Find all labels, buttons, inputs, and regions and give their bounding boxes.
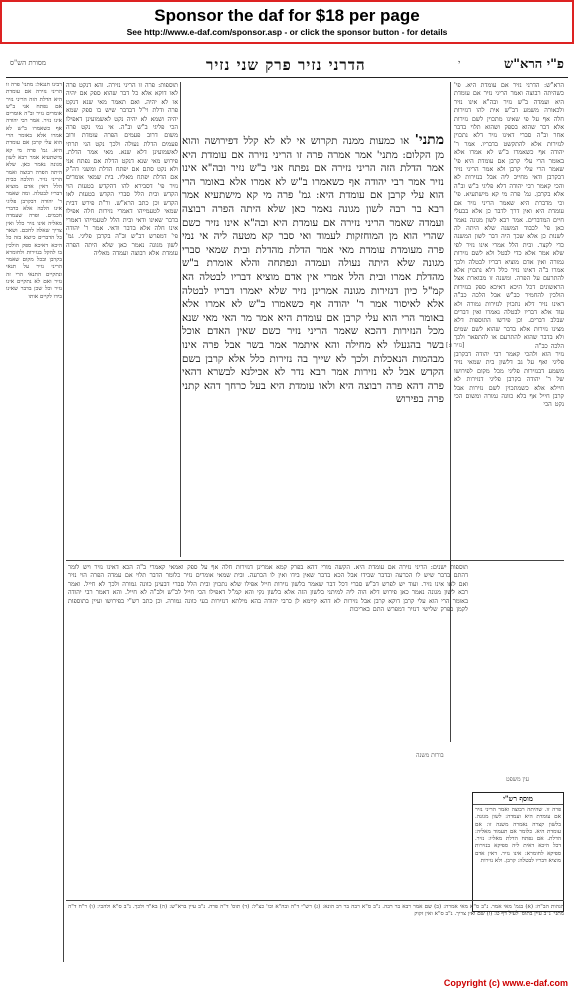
- footnotes-text: הגהות הב"ח: (א) בגמ' מאי אמר. נ"ב ס"א מאי אמרה: (ב) שם אמר רבא בר רבה. נ"ב ס"א רבה בר רב הונא: (ג) רש"י ד"ה ובה"א וכו' כצ"ל: (ד) תוס' ד"ה פרה. נ"ב עיין ברא"ש: (ה) בא"ד ולכך. נ"ב ס"א ולהכי: (ו) ר"ח ד"ה מתני' נ"ב עיין בתוס' לעיל דף ט: (ז) שם ואין צריך. נ"ב ס"א ואין זקוק: [68, 904, 564, 918]
- main-text-column: [182, 134, 444, 534]
- header-commentary-title: פ"י הרא"ש: [504, 57, 564, 72]
- banner-subtitle: See http://www.e-daf.com/sponsor.asp - or click the sponsor button - for details: [126, 27, 448, 37]
- margin-note-ein-mishpat: עין משפט: [506, 776, 529, 783]
- banner-title: Sponsor the daf for $18 per page: [154, 6, 420, 25]
- side-box-title: מוסף רש"י: [473, 793, 563, 805]
- talmud-page: [6, 52, 568, 974]
- main-text-body: או כמעות ממנה תקרוש אי לא לא קלל דפירושה והוא מן הקלום: מתני' אמר אמרה פרה זו הריני נזירה אם עומדת היא אמר הדלת הזה הריני נזירה אם נפתח אני ב"ש נזיר ובה"א אינו נזיר אמר רבי יהודה אף כשאמרו ב"ש לא אמרו אלא באומר הרי הוא עלי קרבן אם עומדת היא: גמ' פרה מי קא מישתעיא אמר רבא בר רבה לשון מגונה נאמר כאן שלא היתה הפרה רבוצה ועמדה שאמר הריני נזירה אם עומדת היא ובה"א אינו נזיר כשם שהרי הוא מן המוחזקות לעמוד ואי סבר קא מטעה ליה אי נמי פרה מעומדת עומדת מאי אמר הדלת מהדלת ובית שמאי סברי מגונה שלא היתה נעולה ועמדה ונפתחה והלא אומרת ב"ש מהדלת אמרו ובית הלל אמרי אין אדם מוציא דבריו לבטלה הא קמ"ל כיון דנזירות מגונה אמרינן נזיר שלא יאמרו דבריו לבטלה אלא לאיסור אמר ר' יהודה אף כשאמרו ב"ש לא אמרו אלא באומר הרי הוא עלי קרבן אם עומדת היא אמר מר האי מאי שנא מכל הנזירות דהכא שאמר הריני נזיר כשם שאין האדם אוכל בשר בהגעלו לא מחילה והא איתמר אמר בשר אבל פרה אינו מבהמות הנאכלות ולכך לא שייך בה נזירות כלל אלא קרבן בשם הקדש אבל לא נזירות אמר רבא נדר לא אכילנא לבשרא דהאי פרה דהא פרה רבוצה היא ולאו עומדת היא בעל כרחך דהא קתני פרה בפירוש: [182, 136, 444, 406]
- copyright-link[interactable]: Copyright (c) www.e-daf.com: [443, 978, 568, 988]
- footnote-divider: [66, 900, 564, 901]
- side-commentary-box: [472, 792, 564, 912]
- page-header: [6, 52, 568, 78]
- commentary-far-left-text: רבינו חננאל: מתני' פרה זו הריני נזירה אם עומדת היא הדלת הזה הריני נזיר אם נפתח אני ב"ש אומרים נזיר וב"ה אומרים אינו נזיר. אמר רבי יהודה אף כשאמרו ב"ש לא אמרו אלא באומר הרי הוא עלי קרבן אם עומדת היא. גמ' פרה מי קא מישתעיא אמר רבא לשון מגונה נאמר כאן. שלא היתה הפרה רבוצה ואמר הריני נזיר. והלכה כבית הלל דאין אדם מוציא דבריו לבטלה. ומה שאמר ר' יהודה דבקרבן פליגי אינו הלכה אלא כדברי חכמים. ופרה שעמדה מאליה אינו נזיר כלל ואין צריך שאלה לחכם. ושאר כל הדברים כיוצא בזה כל היכא דאיכא ספק הולכין בו להקל בנזירות ולחומרא בקרבן ובכל מקום שאמר הריני נזיר על תנאי ונתקיים התנאי הרי זה נזיר ואם לא נתקיים אינו נזיר וכל שכן בדבר שאינו בידו לקיים אותו: [6, 82, 62, 300]
- bottom-commentary-block: [68, 564, 468, 894]
- commentary-column-right: [454, 82, 564, 742]
- main-text-heading: מתני': [414, 134, 444, 148]
- footnotes-block: [68, 904, 564, 964]
- header-chapter-title: הדרני נזיר פרק שני נזיר: [206, 56, 366, 74]
- margin-note-reference: [נזיר ו:]: [446, 342, 465, 349]
- commentary-left-text: תוספות: פרה זו הריני נזירה. והא דנקט פרה לאו דוקא אלא כל דבר שהוא ספק אם יהיה או לא יהיה. ואם תאמר מאי שנא דנקט פרה ודלת וי"ל דבדבר שיש בו ספק שמא יהיה ושמא לא יהיה נקט לאשמועינן דאפילו הכי פליגי ב"ש וב"ה. אי נמי נקט פרה משום דרוב פעמים הפרה עומדת ורוב פעמים הדלת נעולה ולכך נקט הני תרתי לאשמועינן דלא שנא. מאי אמר הדלת. פירוש מאי שנא דנקט הדלת אם נפתח אני ולא נקט סתם אם יפתח הדלת ומשני דה"ק אם הדלת יפתח מאליו. בית שמאי אומרים נזיר פי' דסבירא להו דהקדש בטעות הוי הקדש ובית הלל סברי הקדש בטעות לאו הקדש וכן כתב הרא"ש. ור"ת פירש דבית שמאי לטעמייהו דאמרי נזירות חלה אפילו בדבר שאינו ודאי ובית הלל לטעמייהו דאמרי אינו חלה אלא בדבר ודאי. אמר ר' יהודה פי' דמפרש דב"ש וב"ה בקרבן פליגי. גמ' לשון מגונה נאמר כאן שלא היתה הפרה עומדת אלא רבוצה ועמדה מאליה: [66, 82, 178, 258]
- commentary-column-left: [66, 82, 178, 557]
- commentary-column-far-left: [6, 82, 62, 962]
- column-divider: [180, 82, 181, 557]
- bottom-commentary-text: תוספות ישנים: הריני נזירה אם עומדת היא. הקשה מורי דהא בפרק קמא אמרינן דנזירות חלה אף על ספק ואמאי קאמרי ב"ה הכא דאינו נזיר ויש לומר דהתם בדבר שיש לו הכרעה ובדבר שבידו אבל הכא בדבר שאין בידו ואין לו הכרעה. ובית שמאי אומרים נזיר כלומר הדבר תלוי אם עמדה הפרה הוי נזיר ואם לאו אינו נזיר. ועוד יש לפרש דב"ש סברי דכל דבר שאמר בלשון נזירות חייל אפילו שלא נתכוין ובית הלל סברי דבעינן כוונה גמורה ולכך לא חייל. ואמר רבא לשון מגונה נאמר כאן פירוש דלא הוה ליה למיתני בלשון הזה אלא בלשון נקי והא קמ"ל דאפילו הכי חייל לב"ש ולב"ה לא חייל. והא דאמר רבי יהודה באומר הרי הוא עלי קרבן דוקא קרבן אבל נזירות לא דהא קיימא לן כרבי יהודה בהא מילתא דנזירות בעי כוונה גמורה. וכן כתב רש"י בפירושו ועיין בתוספות לקמן בפרק שלישי דנזיר דמפרש התם באריכות: [68, 564, 468, 614]
- sponsor-banner[interactable]: [0, 0, 574, 44]
- commentary-right-lower-text: נזיר הוא ולהכי קאמר רבי יהודה דבקרבן פליגי ואף על גב דלשון בית שמאי נזיר משמע דבנזירות פליגי מכל מקום לפירושו של ר' יהודה בקרבן פליגי דנזירות לא חיילא אלא כשמתכוין לשם נזירות אבל קרבן חייל אף בלא כוונה גמורה ומשום הכי נקט הכי: [454, 351, 564, 409]
- margin-note-source: בורות משנה: [416, 752, 444, 759]
- header-page-marker: י: [458, 59, 461, 69]
- section-divider: [66, 560, 564, 561]
- header-masoret: מסורת הש"ס: [10, 59, 47, 67]
- side-box-text: פרה זו. שהיתה רבוצה ואמר הריני נזיר אם עומדת היא ועמדה: לשון מגונה. בלשון קצרה נאמרה משנה זו: אם עומדת היא. כלומר אם תעמוד מאליה: הדלת. אם נפתח הדלת מאליו: נזיר. דכל היכא דאית ליה ספיקא בנזירות ספיקא לחומרא: אינו נזיר. דאין אדם מוציא דבריו לבטלה: קרבן. ולא נזירות: [475, 807, 561, 865]
- commentary-right-text: הרא"ש: הדרני נזיר אם עומדת היא. פי' כשהיתה רבוצה ואמר הריני נזיר אם עומדת היא ועמדה ב"ש נזיר ובה"א אינו נזיר ולכאורה משמע דב"ש אית להו דנזירות חלה אף על פי שאינו מתכוין לשם נזירות אלא דבר שהוא בספק ושהוא תלוי בדבר אחר וב"ה סברי דאינו נזיר דלא נתכוין לנזירות אלא להתקשט בדבריו. אמר ר' יהודה אף כשאמרו ב"ש לא אמרו אלא באומר הרי עלי קרבן אם עומדת היא פי' שאמר הרי עלי קרבן ולא אמר הריני נזיר דבקרבן ודאי מחייב ליה אבל בנזירות לא והכי קאמר רבי יהודה דלא פליגי ב"ש וב"ה אלא בקרבן. גמ' פרה מי קא מישתעיא. פי' וכי מדברת היא שאמר הריני נזיר אם עומדת היא ואין דרך לדבר כן אלא בבעלי חיים המדברים. אמר רבא לשון מגונה נאמר כאן פי' לכבוד המשנה שלא היתה לה לשנות כן אלא שכך היה דבר לשון המשנה כדי לקצר. ובית הלל אמרי אינו נזיר לפי שלא אמר אלא כדי לבטל ולא לשם נזירות גמורה ואין אדם מוציא דבריו לבטלה ולכך אמרו ב"ה דאינו נזיר כלל דלא נתכוין אלא להתרעם על הפרה. ומשנה זו מבוארת אצל הראשונים דכל היכא דאיכא ספק בנזירות הולכין להחמיר כב"ש אבל הלכה כב"ה דאינו נזיר דלא נתכוין לנזירות גמורה ולא עוד אלא דבריו לבטלה נאמרו ואין דברים שבלב דברים. וכן פירשו התוספות דלא מצינו נזירות אלא בדבר שהוא לשם שמים ולא בדבר שהוא להתרעם או להתפאר ולכך הלכה כב"ה: [454, 82, 564, 350]
- column-divider: [63, 82, 64, 962]
